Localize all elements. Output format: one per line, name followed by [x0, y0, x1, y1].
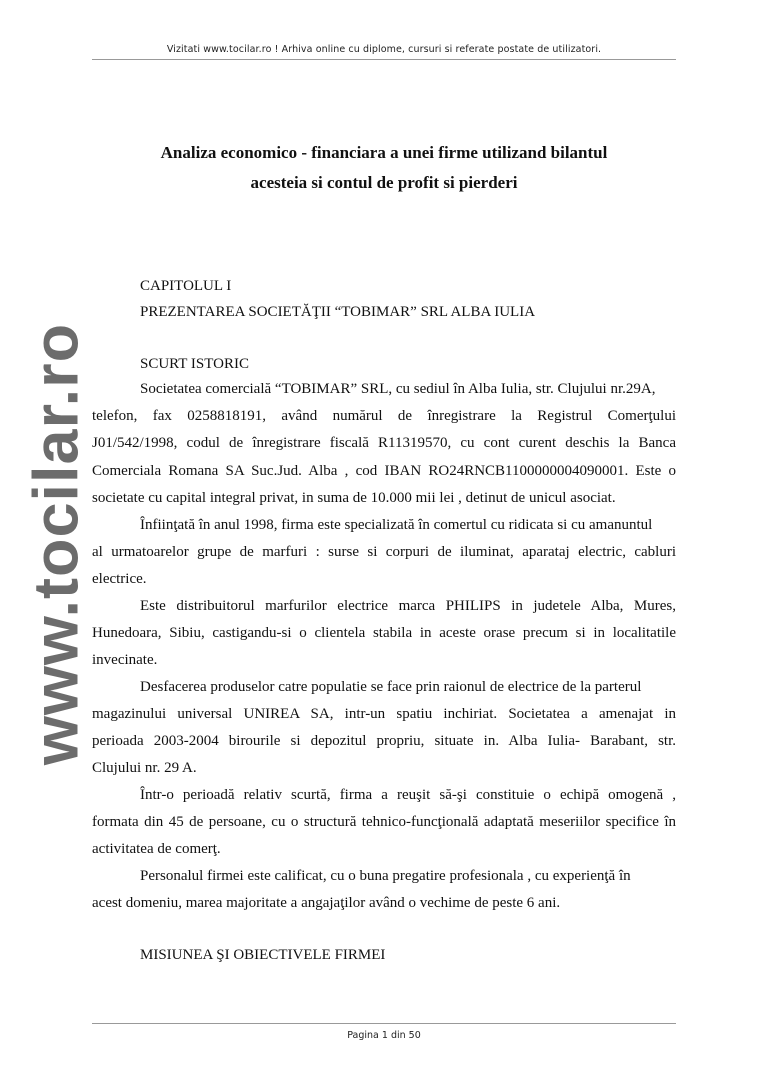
chapter-label: CAPITOLUL I: [140, 278, 232, 294]
section-heading-misiunea: MISIUNEA ŞI OBIECTIVELE FIRMEI: [140, 947, 386, 963]
header-divider: [92, 59, 676, 60]
paragraph-line: Societatea comercială “TOBIMAR” SRL, cu sediul în Alba Iulia, str. Clujului nr.29A,: [140, 381, 656, 397]
paragraph-line: formata din 45 de persoane, cu o structură tehnico-funcţională adaptată meseriilor specifice în: [92, 814, 676, 830]
page-header-text: Vizitati www.tocilar.ro ! Arhiva online cu diplome, cursuri si referate postate de utilizatori.: [166, 44, 602, 55]
chapter-heading: PREZENTAREA SOCIETĂŢII “TOBIMAR” SRL ALBA IULIA: [140, 304, 536, 320]
paragraph-line: societate cu capital integral privat, in suma de 10.000 mii lei , detinut de unicul asociat.: [92, 490, 616, 506]
paragraph-line: Înfiinţată în anul 1998, firma este specializată în comertul cu ridicata si cu amanuntul: [140, 517, 653, 533]
paragraph-line: Clujului nr. 29 A.: [92, 760, 197, 776]
paragraph-line: J01/542/1998, codul de înregistrare fiscală R11319570, cu cont curent deschis la Banca: [92, 435, 676, 451]
paragraph-line: activitatea de comerţ.: [92, 841, 221, 857]
footer-divider: [92, 1023, 676, 1024]
section-heading-scurt-istoric: SCURT ISTORIC: [140, 356, 249, 372]
page-number: Pagina 1 din 50: [347, 1030, 421, 1041]
paragraph-line: telefon, fax 0258818191, având numărul de înregistrare la Registrul Comerţului: [92, 408, 676, 424]
paragraph-line: Este distribuitorul marfurilor electrice marca PHILIPS in judetele Alba, Mures,: [140, 598, 676, 614]
paragraph-line: al urmatoarelor grupe de marfuri : surse si corpuri de iluminat, aparataj electric, cabluri: [92, 544, 676, 560]
document-title: [92, 138, 676, 198]
paragraph-line: perioada 2003-2004 birourile si depozitul propriu, situate in. Alba Iulia- Barabant, str.: [92, 733, 676, 749]
paragraph-line: Într-o perioadă relativ scurtă, firma a reuşit să-şi constituie o echipă omogenă ,: [140, 787, 676, 803]
paragraph-line: acest domeniu, marea majoritate a angajaţilor având o vechime de peste 6 ani.: [92, 895, 561, 911]
paragraph-line: Desfacerea produselor catre populatie se face prin raionul de electrice de la parterul: [140, 679, 642, 695]
paragraph-line: Hunedoara, Sibiu, castigandu-si o clientela stabila in aceste orase precum si in localitatile: [92, 625, 676, 641]
paragraph-line: invecinate.: [92, 652, 158, 668]
title-line-2: acesteia si contul de profit si pierderi: [250, 173, 518, 192]
title-line-1: Analiza economico - financiara a unei firme utilizand bilantul: [160, 143, 608, 162]
paragraph-line: electrice.: [92, 571, 147, 587]
watermark: www.tocilar.ro: [21, 322, 92, 766]
paragraph-line: magazinului universal UNIREA SA, intr-un spatiu inchiriat. Societatea a amenajat in: [92, 706, 676, 722]
paragraph-line: Personalul firmei este calificat, cu o buna pregatire profesionala , cu experienţă în: [140, 868, 631, 884]
paragraph-line: Comerciala Romana SA Suc.Jud. Alba , cod IBAN RO24RNCB1100000004090001. Este o: [92, 463, 676, 479]
